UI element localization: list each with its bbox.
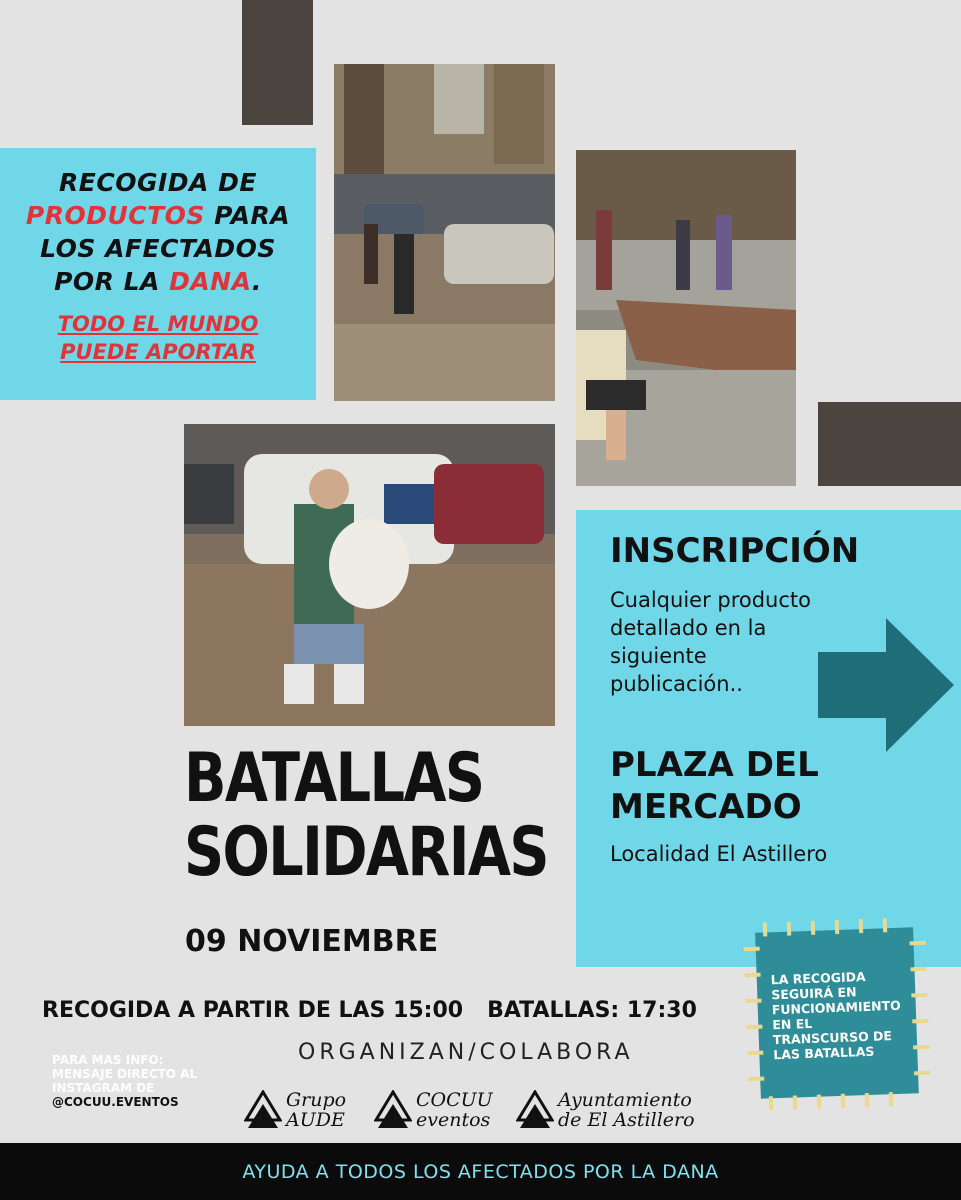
collection-heading-line: POR LA DANA. <box>54 267 262 296</box>
photo-flooded-street <box>334 64 555 401</box>
registration-title: INSCRIPCIÓN <box>610 531 860 571</box>
arrow-right-icon <box>818 618 954 752</box>
organizer-cocuu-eventos: COCUU eventos <box>374 1088 493 1132</box>
organizer-ayuntamiento: Ayuntamiento de El Astillero <box>516 1088 695 1132</box>
location-title: PLAZA DEL MERCADO <box>610 745 819 827</box>
event-times <box>42 995 697 1027</box>
more-info-text: PARA MAS INFO: MENSAJE DIRECTO AL INSTAGRAM DE @COCUU.EVENTOS <box>52 1053 222 1109</box>
event-date: 09 NOVIEMBRE <box>185 924 439 959</box>
footer-banner <box>0 1143 961 1200</box>
triangle-logo-icon <box>516 1090 554 1130</box>
collection-heading-line: RECOGIDA DE <box>59 168 257 197</box>
collection-heading-line: PRODUCTOS PARA <box>25 201 291 230</box>
registration-text: Cualquier producto detallado en la siguiente publicación.. <box>610 588 811 696</box>
stamp-notice-box <box>743 915 932 1113</box>
footer-text: AYUDA A TODOS LOS AFECTADOS POR LA DANA <box>242 1160 719 1183</box>
instagram-handle: @COCUU.EVENTOS <box>52 1095 179 1109</box>
collection-heading-line: LOS AFECTADOS <box>40 234 276 263</box>
triangle-logo-icon <box>374 1090 412 1130</box>
stamp-notice-text: LA RECOGIDA SEGUIRÁ EN FUNCIONAMIENTO EN EL TRANSCURSO DE LAS BATALLAS <box>770 968 901 1063</box>
organizer-grupo-aude: Grupo AUDE <box>244 1088 346 1132</box>
battles-time: BATALLAS: 17:30 <box>487 998 697 1023</box>
everyone-can-contribute-text: TODO EL MUNDO PUEDE APORTAR <box>57 312 259 364</box>
decor-block-top <box>242 0 313 125</box>
photo-man-with-dog <box>184 424 555 726</box>
collection-info-box <box>0 148 316 400</box>
decor-block-right <box>818 402 961 486</box>
location-subtitle: Localidad El Astillero <box>610 842 828 866</box>
photo-man-sitting <box>576 150 796 486</box>
collection-time: RECOGIDA A PARTIR DE LAS 15:00 <box>42 998 464 1023</box>
triangle-logo-icon <box>244 1090 282 1130</box>
event-title: BATALLAS SOLIDARIAS <box>184 739 548 892</box>
organizers-heading: ORGANIZAN/COLABORA <box>298 1040 634 1065</box>
